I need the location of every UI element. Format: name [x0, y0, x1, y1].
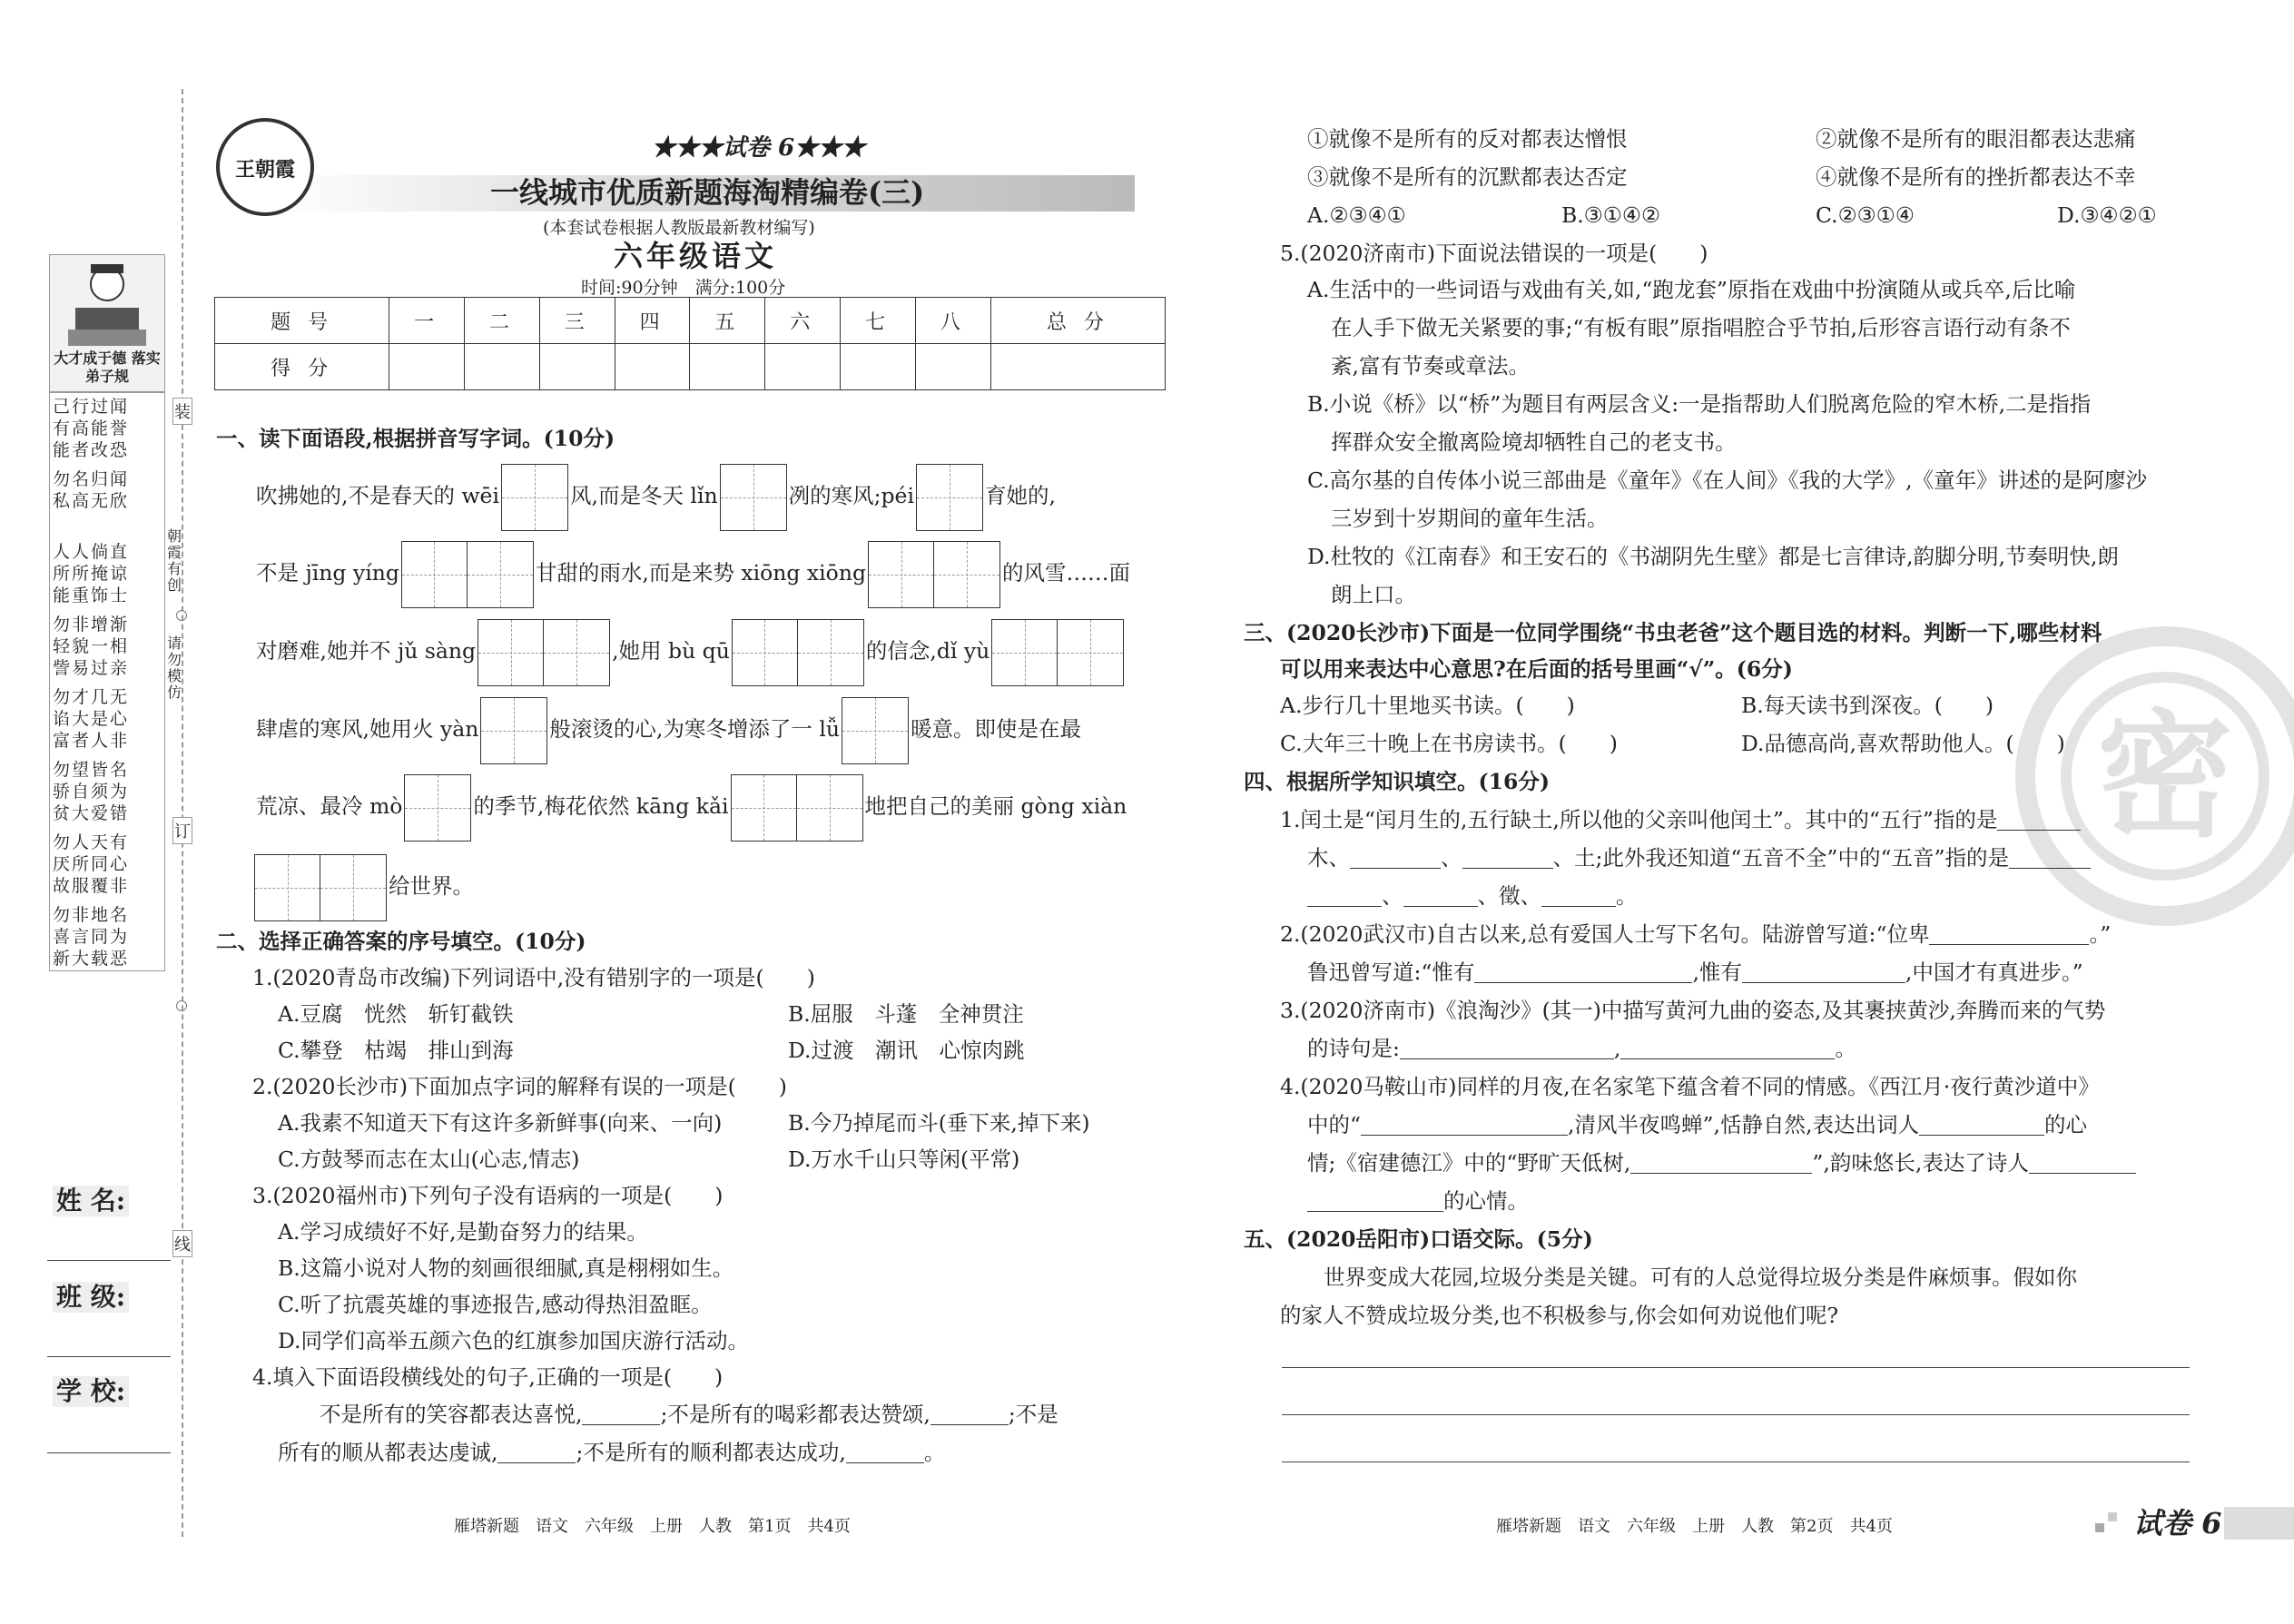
- q1-text: 吹拂她的,不是春天的 wēi: [256, 483, 499, 508]
- fill-blank[interactable]: [1742, 960, 1905, 983]
- q1-text: 对磨难,她并不 jǔ sàng: [256, 638, 477, 664]
- q1-line: [256, 773, 1127, 842]
- paper-title: 一线城市优质新题海淘精编卷(三): [490, 175, 925, 210]
- option[interactable]: A.学习成绩好不好,是勤奋努力的结果。: [278, 1219, 648, 1245]
- option[interactable]: ①就像不是所有的反对都表达憎恨: [1307, 126, 1628, 152]
- score-input[interactable]: [389, 344, 465, 390]
- time-info: 时间:90分钟 满分:100分: [581, 278, 786, 298]
- fill-blank[interactable]: [1307, 884, 1382, 907]
- binding-hole-icon: [176, 610, 187, 621]
- motto-line: 能重饰士: [53, 586, 130, 605]
- q4-line: [1280, 806, 2081, 833]
- score-cell: 五: [690, 298, 765, 344]
- q2-item: 4.填入下面语段横线处的句子,正确的一项是( ): [252, 1364, 724, 1390]
- q4-line: [1307, 1111, 2087, 1138]
- motto-line: 勿名归闻: [53, 469, 130, 489]
- q4-line: 3.(2020济南市)《浪淘沙》(其一)中描写黄河九曲的姿态,及其裹挟黄沙,奔腾而来的气势: [1280, 998, 2106, 1023]
- fill-blank[interactable]: [1350, 846, 1441, 869]
- fill-blank[interactable]: [1919, 1113, 2044, 1136]
- score-cell: 三: [539, 298, 615, 344]
- q4-line: [1307, 959, 2083, 986]
- q4-text: ,清风半夜鸣蝉”,恬静自然,表达出词人: [1568, 1112, 1919, 1137]
- q1-line: [256, 618, 1126, 686]
- q4-text: ,: [1613, 1036, 1621, 1061]
- option-cont: 在人手下做无关紧要的事;“有板有眼”原指唱腔合乎节拍,后形容言语行动有条不: [1331, 315, 2071, 340]
- score-row: [215, 344, 1166, 390]
- motto-line: 勿望皆名: [53, 760, 130, 780]
- passage-text: ;不是: [1008, 1402, 1058, 1427]
- motto-line: 谄大是心: [53, 709, 130, 729]
- q4-line: [1307, 844, 2091, 871]
- option[interactable]: ④就像不是所有的挫折都表达不幸: [1816, 164, 2136, 190]
- score-input[interactable]: [465, 344, 540, 390]
- q1-text: 甘甜的雨水,而是来势 xiōng xiōng: [535, 560, 866, 586]
- motto-line: 己行过闻: [53, 397, 130, 417]
- option[interactable]: D.万水千山只等闲(平常): [788, 1147, 1020, 1172]
- class-line: [47, 1356, 171, 1357]
- q4-line: [1307, 882, 1638, 910]
- score-cell: 一: [389, 298, 465, 344]
- option[interactable]: ③就像不是所有的沉默都表达否定: [1307, 164, 1628, 190]
- tianzige-box[interactable]: [254, 854, 387, 921]
- score-input[interactable]: [841, 344, 916, 390]
- fill-blank[interactable]: [1462, 846, 1553, 869]
- tianzige-box[interactable]: [731, 774, 863, 842]
- fill-blank[interactable]: [1929, 922, 2089, 945]
- fill-blank[interactable]: [1620, 1037, 1835, 1059]
- score-cell: 八: [915, 298, 990, 344]
- motto-line: 私高无欣: [53, 491, 130, 511]
- school-label: 学 校:: [53, 1376, 129, 1407]
- q4-line: 4.(2020马鞍山市)同样的月夜,在名家笔下蕴含着不同的情感。《西江月·夜行黄沙道中》: [1280, 1074, 2100, 1099]
- passage-text: ;不是所有的顺利都表达成功,: [576, 1440, 846, 1465]
- tianzige-box[interactable]: [732, 619, 864, 686]
- q4-text: 的心: [2043, 1112, 2087, 1137]
- motto-line: 勿才几无: [53, 687, 130, 707]
- q4-text: 情;《宿建德江》中的“野旷天低树,: [1307, 1150, 1631, 1176]
- q5-heading: 五、(2020岳阳市)口语交际。(5分): [1244, 1226, 1593, 1252]
- tianzige-box[interactable]: [478, 619, 610, 686]
- q1-line: [256, 696, 1081, 764]
- subject-title: 六年级语文: [614, 239, 778, 273]
- option[interactable]: B.这篇小说对人物的刻画很细腻,真是栩栩如生。: [278, 1255, 734, 1281]
- q1-heading: 一、读下面语段,根据拼音写字词。(10分): [216, 426, 615, 451]
- option[interactable]: B.③①④②: [1561, 202, 1661, 228]
- q3-option[interactable]: C.大年三十晚上在书房读书。( ): [1280, 731, 1618, 756]
- score-input[interactable]: [990, 344, 1165, 390]
- tianzige-box[interactable]: [868, 541, 1000, 608]
- motto-line: 骄自须为: [53, 782, 130, 802]
- score-input[interactable]: [765, 344, 841, 390]
- answer-line[interactable]: [1282, 1367, 2190, 1368]
- tianzige-box[interactable]: [991, 619, 1124, 686]
- cut-label: 线: [172, 1230, 192, 1257]
- tianzige-box[interactable]: [842, 697, 909, 764]
- q3-heading: 三、(2020长沙市)下面是一位同学围绕“书虫老爸”这个题目选的材料。判断一下,哪些材料: [1244, 620, 2102, 645]
- option[interactable]: C.②③①④: [1816, 202, 1915, 228]
- q4-text: 。: [1835, 1036, 1856, 1061]
- decor-square: [2095, 1523, 2104, 1532]
- q3-heading-cont: 可以用来表达中心意思?在后面的括号里画“√”。(6分): [1280, 656, 1793, 682]
- q2-item: 1.(2020青岛市改编)下列词语中,没有错别字的一项是( ): [252, 965, 815, 990]
- option-cont: 三岁到十岁期间的童年生活。: [1331, 506, 1609, 531]
- q1-text: ,她用 bù qū: [612, 638, 730, 664]
- q4-text: ”,韵味悠长,表达了诗人: [1812, 1150, 2029, 1176]
- q2-passage: [320, 1401, 1058, 1428]
- q1-text: 不是 jīng yíng: [256, 560, 399, 586]
- score-input[interactable]: [615, 344, 690, 390]
- footer-right: 雁塔新题 语文 六年级 上册 人教 第2页 共4页: [1496, 1517, 1893, 1536]
- fill-blank[interactable]: [1997, 808, 2081, 831]
- option-cont: 朗上口。: [1331, 582, 1416, 607]
- q4-line: [1307, 1035, 1856, 1062]
- score-cell: 得 分: [215, 344, 389, 390]
- motto-line: 人人倘直: [53, 542, 130, 562]
- fill-blank[interactable]: [1403, 884, 1478, 907]
- stamp-glyph: 密: [2061, 672, 2269, 881]
- option[interactable]: A.豆腐 恍然 斩钉截铁: [278, 1001, 514, 1027]
- option-cont: 紊,富有节奏或章法。: [1331, 353, 1530, 379]
- cut-label: 装: [172, 398, 192, 425]
- option[interactable]: D.同学们高举五颜六色的红旗参加国庆游行活动。: [278, 1328, 749, 1353]
- decor-square: [2108, 1512, 2117, 1521]
- q4-line: [1307, 1149, 2136, 1176]
- motto-line: 故服覆非: [53, 876, 130, 896]
- q1-text: 暖意。即使是在最: [910, 716, 1081, 742]
- fill-blank[interactable]: [2029, 1151, 2136, 1174]
- option[interactable]: C.攀登 枯竭 排山到海: [278, 1038, 514, 1063]
- cut-label: 订: [172, 817, 192, 844]
- tianzige-box[interactable]: [501, 464, 568, 531]
- name-label: 姓 名:: [53, 1186, 129, 1216]
- option[interactable]: C.方鼓琴而志在太山(心志,情志): [278, 1147, 580, 1172]
- q1-text: 荒凉、最冷 mò: [256, 793, 403, 819]
- tianzige-box[interactable]: [480, 697, 547, 764]
- option[interactable]: A.②③④①: [1307, 202, 1406, 228]
- score-cell: 六: [765, 298, 841, 344]
- passage-text: 所有的顺从都表达虔诚,: [278, 1440, 498, 1465]
- q4-text: 1.闰土是“闰月生的,五行缺土,所以他的父亲叫他闰土”。其中的“五行”指的是: [1280, 807, 1998, 832]
- q4-text: 2.(2020武汉市)自古以来,总有爱国人士写下名句。陆游曾写道:“位卑: [1280, 921, 1930, 947]
- q4-text: 、土;此外我还知道“五音不全”中的“五音”指的是: [1552, 845, 2009, 871]
- q5-prompt: 世界变成大花园,垃圾分类是关键。可有的人总觉得垃圾分类是件麻烦事。假如你: [1324, 1265, 2077, 1290]
- q4-text: 、: [1382, 883, 1403, 909]
- q2-item: 2.(2020长沙市)下面加点字词的解释有误的一项是( ): [252, 1074, 787, 1099]
- q5-item: 5.(2020济南市)下面说法错误的一项是( ): [1280, 241, 1708, 266]
- q4-text: 中的“: [1307, 1112, 1362, 1137]
- vertical-note-a: 朝霞有创: [167, 527, 182, 594]
- option-cont: 挥群众安全撤离险境却牺牲自己的老支书。: [1331, 429, 1737, 455]
- passage-text: 。: [923, 1440, 946, 1465]
- fill-blank[interactable]: [846, 1441, 924, 1463]
- fill-blank[interactable]: [930, 1403, 1009, 1425]
- q4-text: 、徵、: [1477, 883, 1541, 909]
- fill-blank[interactable]: [1400, 1037, 1614, 1059]
- q4-text: 。”: [2089, 921, 2112, 947]
- mascot-motto: 大才成于德 落实弟子规: [54, 349, 161, 385]
- option[interactable]: D.③④②①: [2057, 202, 2157, 228]
- q4-heading: 四、根据所学知识填空。(16分): [1244, 769, 1550, 794]
- fill-blank[interactable]: [1474, 960, 1692, 983]
- option[interactable]: A.生活中的一些词语与戏曲有关,如,“跑龙套”原指在戏曲中扮演随从或兵卒,后比喻: [1307, 277, 2076, 302]
- name-line: [47, 1260, 171, 1261]
- footer-squares: [2095, 1512, 2119, 1536]
- option[interactable]: D.过渡 潮讯 心惊肉跳: [788, 1038, 1025, 1063]
- motto-line: 所所掩谅: [53, 564, 130, 584]
- q1-text: 肆虐的寒风,她用火 yàn: [256, 716, 479, 742]
- q1-line: [256, 463, 1056, 531]
- q2-passage: [278, 1439, 945, 1466]
- binding-hole-icon: [176, 1000, 187, 1011]
- motto-line: 有高能誉: [53, 418, 130, 438]
- school-logo: [216, 118, 314, 216]
- q4-text: 的诗句是:: [1307, 1036, 1400, 1061]
- motto-line: 能者改恐: [53, 440, 130, 460]
- option[interactable]: B.今乃掉尾而斗(垂下来,掉下来): [788, 1110, 1090, 1136]
- score-table: [214, 297, 1166, 390]
- tianzige-box[interactable]: [401, 541, 534, 608]
- score-cell: 七: [841, 298, 916, 344]
- q1-text: 的季节,梅花依然 kāng kǎi: [473, 793, 729, 819]
- fill-blank[interactable]: [1541, 884, 1616, 907]
- motto-line: 訾易过亲: [53, 658, 130, 678]
- score-cell: 题 号: [215, 298, 389, 344]
- option[interactable]: B.屈服 斗蓬 全神贯注: [788, 1001, 1024, 1027]
- q1-text: 般滚烫的心,为寒冬增添了一 lǚ: [549, 716, 840, 742]
- q4-text: 的心情。: [1443, 1188, 1529, 1214]
- option[interactable]: ②就像不是所有的眼泪都表达悲痛: [1816, 126, 2136, 152]
- q3-option[interactable]: D.品德高尚,喜欢帮助他人。( ): [1741, 731, 2065, 756]
- motto-line: 厌所同心: [53, 854, 130, 874]
- motto-line: 勿非地名: [53, 905, 130, 925]
- option[interactable]: C.高尔基的自传体小说三部曲是《童年》《在人间》《我的大学》,《童年》讲述的是阿廖沙: [1307, 468, 2148, 493]
- score-header-row: [215, 298, 1166, 344]
- motto-line: 富者人非: [53, 731, 130, 751]
- q1-text: 地把自己的美丽 gòng xiàn: [864, 793, 1127, 819]
- scholar-mascot-icon: [50, 255, 164, 355]
- motto-line: 新大载恶: [53, 949, 130, 969]
- fill-blank[interactable]: [1361, 1113, 1568, 1136]
- cut-line: [182, 89, 183, 1537]
- logo-text: 王朝霞: [234, 158, 295, 182]
- q1-text: 冽的寒风;péi: [788, 483, 914, 508]
- footer-tag-bar: [2224, 1507, 2294, 1540]
- motto-line: 贫大爱错: [53, 803, 130, 823]
- fill-blank[interactable]: [582, 1403, 660, 1425]
- tianzige-box[interactable]: [720, 464, 787, 531]
- q1-text: 的信念,dǐ yù: [865, 638, 990, 664]
- q1-line: [256, 540, 1130, 608]
- score-input[interactable]: [690, 344, 765, 390]
- motto-line: 勿非增渐: [53, 615, 130, 635]
- q4-text: 鲁迅曾写道:“惟有: [1307, 960, 1475, 985]
- sidebar: [0, 0, 191, 1624]
- fill-blank[interactable]: [2009, 846, 2091, 869]
- option[interactable]: B.小说《桥》以“桥”为题目有两层含义:一是指帮助人们脱离危险的窄木桥,二是指指: [1307, 391, 2092, 417]
- school-line: [47, 1452, 171, 1453]
- footer-tag: 试卷 6: [2133, 1506, 2222, 1540]
- score-cell: 总 分: [990, 298, 1165, 344]
- paper-number: ★★★试卷 6★★★: [652, 134, 866, 162]
- motto-line: 喜言同为: [53, 927, 130, 947]
- tianzige-box[interactable]: [404, 774, 471, 842]
- paper-note: (本套试卷根据人教版最新教材编写): [543, 218, 815, 238]
- motto-line: 轻貌一相: [53, 636, 130, 656]
- q1-text: 给世界。: [389, 873, 474, 899]
- footer-left: 雁塔新题 语文 六年级 上册 人教 第1页 共4页: [454, 1517, 851, 1536]
- q1-line: [252, 853, 474, 921]
- q1-text: 风,而是冬天 lǐn: [569, 483, 718, 508]
- option[interactable]: D.杜牧的《江南春》和王安石的《书湖阴先生壁》都是七言律诗,韵脚分明,节奏明快,朗: [1307, 544, 2119, 569]
- q4-text: ,中国才有真进步。”: [1905, 960, 2083, 985]
- passage-text: 不是所有的笑容都表达喜悦,: [320, 1402, 583, 1427]
- score-input[interactable]: [539, 344, 615, 390]
- score-cell: 二: [465, 298, 540, 344]
- q3-option[interactable]: A.步行几十里地买书读。( ): [1280, 693, 1575, 718]
- q4-text: ,惟有: [1692, 960, 1742, 985]
- score-input[interactable]: [915, 344, 990, 390]
- q4-line: [1307, 1187, 1529, 1215]
- option[interactable]: A.我素不知道天下有这许多新鲜事(向来、一向): [278, 1110, 723, 1136]
- confidential-stamp: [2015, 626, 2294, 926]
- fill-blank[interactable]: [1630, 1151, 1812, 1174]
- q2-heading: 二、选择正确答案的序号填空。(10分): [216, 929, 586, 954]
- q4-text: 、: [1441, 845, 1462, 871]
- score-cell: 四: [615, 298, 690, 344]
- q3-option[interactable]: B.每天读书到深夜。( ): [1741, 693, 1994, 718]
- option[interactable]: C.听了抗震英雄的事迹报告,感动得热泪盈眶。: [278, 1292, 713, 1317]
- tianzige-box[interactable]: [916, 464, 983, 531]
- motto-line: 勿人天有: [53, 832, 130, 852]
- q1-text: 的风雪……面: [1002, 560, 1130, 586]
- q4-text: 木、: [1307, 845, 1350, 871]
- q5-prompt: 的家人不赞成垃圾分类,也不积极参与,你会如何劝说他们呢?: [1280, 1303, 1839, 1328]
- passage-text: ;不是所有的喝彩都表达赞颂,: [660, 1402, 930, 1427]
- q1-text: 育她的,: [984, 483, 1056, 508]
- fill-blank[interactable]: [497, 1441, 576, 1463]
- mascot-box: [49, 254, 165, 392]
- fill-blank[interactable]: [1307, 1189, 1443, 1212]
- q2-item: 3.(2020福州市)下列句子没有语病的一项是( ): [252, 1183, 724, 1208]
- vertical-note-b: 请勿模仿: [167, 635, 182, 701]
- class-label: 班 级:: [53, 1282, 129, 1313]
- answer-line[interactable]: [1282, 1414, 2190, 1415]
- q4-line: [1280, 920, 2111, 948]
- q4-text: 。: [1616, 883, 1638, 909]
